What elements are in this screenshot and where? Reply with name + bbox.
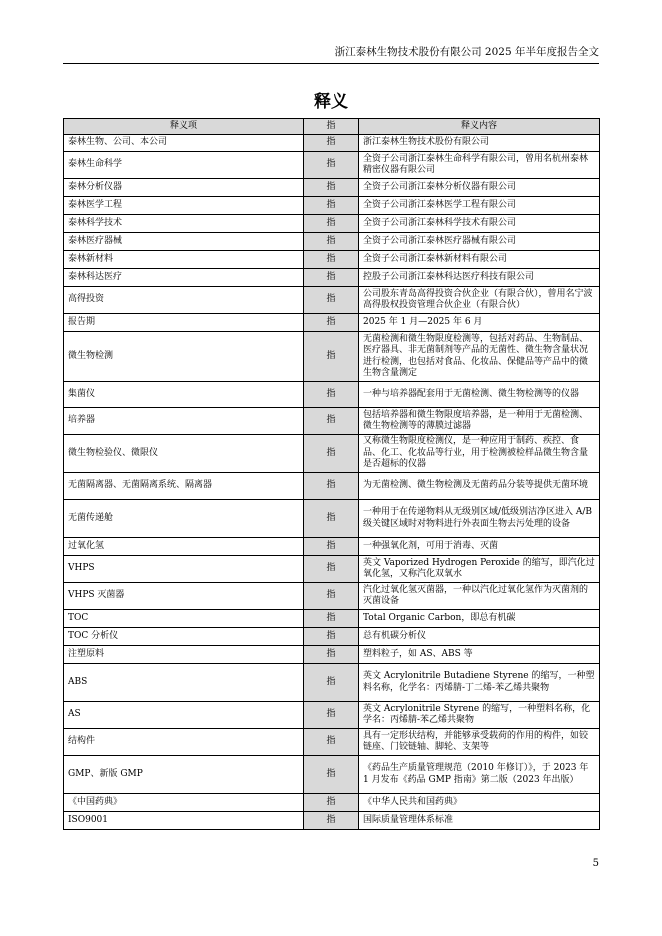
definition-cell: 《药品生产质量管理规范（2010 年修订）》，于 2023 年 1 月发布《药品 GMP 指南》第二版（2023 年出版） xyxy=(359,756,600,794)
table-row xyxy=(64,702,600,729)
ref-cell: 指 xyxy=(304,646,359,664)
ref-cell: 指 xyxy=(304,500,359,538)
definition-cell: 包括培养器和微生物限度培养器，是一种用于无菌检测、微生物检测等的薄膜过滤器 xyxy=(359,408,600,435)
ref-cell: 指 xyxy=(304,583,359,610)
table-row xyxy=(64,610,600,628)
header-divider xyxy=(63,63,599,64)
table-row xyxy=(64,628,600,646)
term-cell: AS xyxy=(64,702,304,729)
definition-cell: 无菌检测和微生物限度检测等，包括对药品、生物制品、医疗器具、非无菌制剂等产品的无菌性、微生物含量状况进行检测，也包括对食品、化妆品、保健品等产品中的微生物含量测定 xyxy=(359,332,600,382)
table-row xyxy=(64,215,600,233)
ref-cell: 指 xyxy=(304,269,359,287)
ref-cell: 指 xyxy=(304,812,359,830)
ref-cell: 指 xyxy=(304,473,359,500)
ref-cell: 指 xyxy=(304,332,359,382)
term-cell: 微生物检测 xyxy=(64,332,304,382)
definition-cell: 《中华人民共和国药典》 xyxy=(359,794,600,812)
running-header: 浙江泰林生物技术股份有限公司 2025 年半年度报告全文 xyxy=(334,46,599,58)
ref-cell: 指 xyxy=(304,408,359,435)
table-row xyxy=(64,233,600,251)
table-row xyxy=(64,756,600,794)
term-cell: 结构件 xyxy=(64,729,304,756)
term-cell: 泰林科学技术 xyxy=(64,215,304,233)
definition-cell: 控股子公司浙江泰林科达医疗科技有限公司 xyxy=(359,269,600,287)
definition-cell: Total Organic Carbon，即总有机碳 xyxy=(359,610,600,628)
table-row xyxy=(64,646,600,664)
table-row xyxy=(64,179,600,197)
ref-cell: 指 xyxy=(304,152,359,179)
page-number: 5 xyxy=(592,858,599,869)
table-header-row xyxy=(64,119,600,135)
definition-cell: 全资子公司浙江泰林科学技术有限公司 xyxy=(359,215,600,233)
ref-cell: 指 xyxy=(304,179,359,197)
definition-cell: 全资子公司浙江泰林新材料有限公司 xyxy=(359,251,600,269)
definition-cell: 为无菌检测、微生物检测及无菌药品分装等提供无菌环境 xyxy=(359,473,600,500)
header-term: 释义项 xyxy=(64,119,304,135)
definition-cell: 2025 年 1 月—2025 年 6 月 xyxy=(359,314,600,332)
table-row xyxy=(64,473,600,500)
definition-cell: 一种用于在传递物料从无级别区域/低级别洁净区进入 A/B 级关键区域时对物料进行外表面生物去污处理的设备 xyxy=(359,500,600,538)
term-cell: 注塑原料 xyxy=(64,646,304,664)
ref-cell: 指 xyxy=(304,251,359,269)
definition-cell: 塑料粒子，如 AS、ABS 等 xyxy=(359,646,600,664)
ref-cell: 指 xyxy=(304,287,359,314)
ref-cell: 指 xyxy=(304,382,359,408)
ref-cell: 指 xyxy=(304,538,359,556)
term-cell: GMP、新版 GMP xyxy=(64,756,304,794)
ref-cell: 指 xyxy=(304,556,359,583)
term-cell: 培养器 xyxy=(64,408,304,435)
definition-cell: 具有一定形状结构，并能够承受载荷的作用的构件，如铰链座、门铰链轴、脚轮、支架等 xyxy=(359,729,600,756)
table-row xyxy=(64,435,600,473)
definition-cell: 英文 Acrylonitrile Butadiene Styrene 的缩写，一种塑料名称，化学名：丙烯腈-丁二烯-苯乙烯共聚物 xyxy=(359,664,600,702)
table-row xyxy=(64,152,600,179)
table-row xyxy=(64,135,600,152)
term-cell: 过氧化氢 xyxy=(64,538,304,556)
definition-cell: 又称微生物限度检测仪，是一种应用于制药、疾控、食品、化工、化妆品等行业，用于检测被检样品微生物含量是否超标的仪器 xyxy=(359,435,600,473)
table-row xyxy=(64,538,600,556)
term-cell: 泰林分析仪器 xyxy=(64,179,304,197)
term-cell: 高得投资 xyxy=(64,287,304,314)
term-cell: 微生物检验仪、微限仪 xyxy=(64,435,304,473)
definition-cell: 全资子公司浙江泰林医疗器械有限公司 xyxy=(359,233,600,251)
ref-cell: 指 xyxy=(304,435,359,473)
ref-cell: 指 xyxy=(304,610,359,628)
table-row xyxy=(64,729,600,756)
ref-cell: 指 xyxy=(304,135,359,152)
ref-cell: 指 xyxy=(304,756,359,794)
ref-cell: 指 xyxy=(304,314,359,332)
definition-cell: 公司股东青岛高得投资合伙企业（有限合伙），曾用名宁波高得股权投资管理合伙企业（有限合伙） xyxy=(359,287,600,314)
term-cell: ABS xyxy=(64,664,304,702)
ref-cell: 指 xyxy=(304,664,359,702)
definition-cell: 汽化过氧化氢灭菌器，一种以汽化过氧化氢作为灭菌剂的灭菌设备 xyxy=(359,583,600,610)
term-cell: 泰林新材料 xyxy=(64,251,304,269)
page-title: 释义 xyxy=(314,92,348,112)
ref-cell: 指 xyxy=(304,215,359,233)
ref-cell: 指 xyxy=(304,729,359,756)
term-cell: ISO9001 xyxy=(64,812,304,830)
ref-cell: 指 xyxy=(304,794,359,812)
definition-cell: 一种强氧化剂，可用于消毒、灭菌 xyxy=(359,538,600,556)
term-cell: 泰林生命科学 xyxy=(64,152,304,179)
ref-cell: 指 xyxy=(304,702,359,729)
definition-cell: 全资子公司浙江泰林分析仪器有限公司 xyxy=(359,179,600,197)
term-cell: 无菌传递舱 xyxy=(64,500,304,538)
term-cell: VHPS xyxy=(64,556,304,583)
definition-cell: 浙江泰林生物技术股份有限公司 xyxy=(359,135,600,152)
term-cell: 《中国药典》 xyxy=(64,794,304,812)
definition-cell: 全资子公司浙江泰林医学工程有限公司 xyxy=(359,197,600,215)
term-cell: 泰林医疗器械 xyxy=(64,233,304,251)
term-cell: 无菌隔离器、无菌隔离系统、隔离器 xyxy=(64,473,304,500)
definition-cell: 总有机碳分析仪 xyxy=(359,628,600,646)
term-cell: VHPS 灭菌器 xyxy=(64,583,304,610)
table-row xyxy=(64,556,600,583)
definition-cell: 全资子公司浙江泰林生命科学有限公司，曾用名杭州泰林精密仪器有限公司 xyxy=(359,152,600,179)
table-row xyxy=(64,197,600,215)
definition-cell: 英文 Vaporized Hydrogen Peroxide 的缩写，即汽化过氧化氢，又称汽化双氧水 xyxy=(359,556,600,583)
header-definition: 释义内容 xyxy=(359,119,600,135)
table-row xyxy=(64,269,600,287)
ref-cell: 指 xyxy=(304,197,359,215)
term-cell: 泰林医学工程 xyxy=(64,197,304,215)
ref-cell: 指 xyxy=(304,628,359,646)
definition-cell: 国际质量管理体系标准 xyxy=(359,812,600,830)
header-ref: 指 xyxy=(304,119,359,135)
table-row xyxy=(64,500,600,538)
table-row xyxy=(64,794,600,812)
definition-cell: 英文 Acrylonitrile Styrene 的缩写，一种塑料名称，化学名：丙烯腈-苯乙烯共聚物 xyxy=(359,702,600,729)
table-row xyxy=(64,583,600,610)
term-cell: 集菌仪 xyxy=(64,382,304,408)
table-row xyxy=(64,408,600,435)
table-row xyxy=(64,287,600,314)
table-row xyxy=(64,664,600,702)
table-row xyxy=(64,382,600,408)
term-cell: TOC 分析仪 xyxy=(64,628,304,646)
table-row xyxy=(64,314,600,332)
term-cell: 泰林科达医疗 xyxy=(64,269,304,287)
table-row xyxy=(64,812,600,830)
term-cell: TOC xyxy=(64,610,304,628)
term-cell: 报告期 xyxy=(64,314,304,332)
ref-cell: 指 xyxy=(304,233,359,251)
term-cell: 泰林生物、公司、本公司 xyxy=(64,135,304,152)
table-row xyxy=(64,251,600,269)
table-row xyxy=(64,332,600,382)
definition-cell: 一种与培养器配套用于无菌检测、微生物检测等的仪器 xyxy=(359,382,600,408)
definitions-table xyxy=(63,118,600,830)
